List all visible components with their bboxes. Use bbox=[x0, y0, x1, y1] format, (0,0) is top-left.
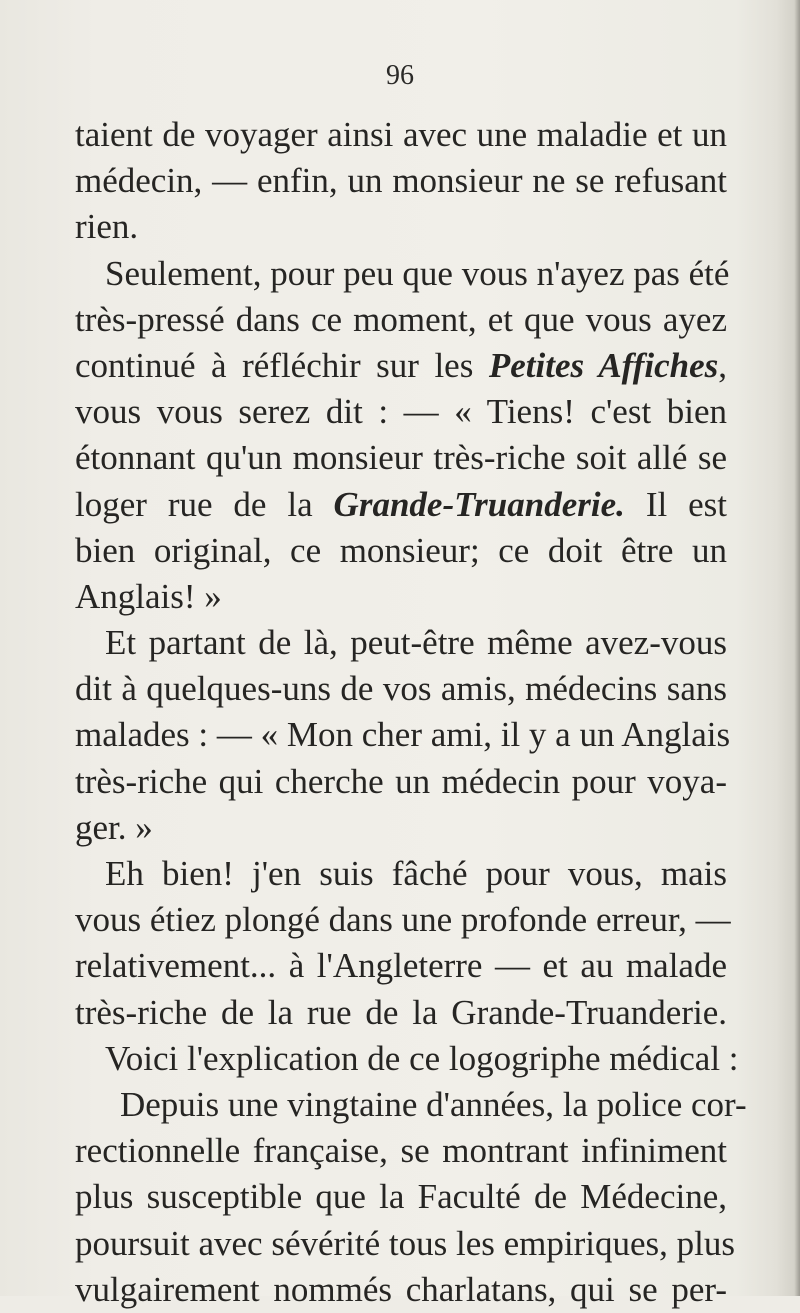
body-text bbox=[75, 112, 747, 1313]
text-line: médecin, — enfin, un monsieur ne se refusant bbox=[75, 161, 727, 201]
text-run: continué à réfléchir sur les bbox=[75, 345, 489, 385]
text-line: Eh bien! j'en suis fâché pour vous, mais bbox=[105, 854, 727, 893]
text-line: malades : — « Mon cher ami, il y a un Anglais bbox=[75, 715, 731, 755]
text-line: ger. » bbox=[75, 807, 153, 847]
page-number: 96 bbox=[386, 60, 414, 91]
text-line-mixed bbox=[75, 482, 727, 528]
text-line: Depuis une vingtaine d'années, la police cor- bbox=[120, 1084, 747, 1124]
text-line: vous étiez plongé dans une profonde erreur, — bbox=[75, 900, 731, 940]
text-line: taient de voyager ainsi avec une maladie et un bbox=[75, 115, 727, 154]
text-line: plus susceptible que la Faculté de Médecine, bbox=[75, 1177, 727, 1217]
text-line: Anglais! » bbox=[75, 576, 222, 616]
text-run: loger rue de la bbox=[75, 484, 334, 524]
text-line: poursuit avec sévérité tous les empiriques, plus bbox=[75, 1223, 735, 1263]
text-line: vulgairement nommés charlatans, qui se per- bbox=[75, 1269, 727, 1309]
text-line-mixed bbox=[75, 343, 727, 389]
text-line: très-riche de la rue de la Grande-Truanderie. bbox=[75, 992, 727, 1032]
text-line: bien original, ce monsieur; ce doit être un bbox=[75, 530, 727, 570]
text-run: Il est bbox=[624, 484, 727, 524]
text-line: rectionnelle française, se montrant infiniment bbox=[75, 1131, 727, 1171]
text-line: très-pressé dans ce moment, et que vous ayez bbox=[75, 299, 727, 339]
page-edge-shadow bbox=[794, 0, 800, 1296]
text-line: dit à quelques-uns de vos amis, médecins sans bbox=[75, 669, 727, 709]
italic-street-name: Grande-Truanderie. bbox=[333, 484, 625, 524]
text-run: , bbox=[718, 345, 727, 385]
italic-title-petites-affiches: Petites Affiches bbox=[488, 345, 719, 385]
text-line: étonnant qu'un monsieur très-riche soit allé se bbox=[75, 438, 727, 478]
text-line: Et partant de là, peut-être même avez-vous bbox=[105, 623, 727, 663]
text-line: Seulement, pour peu que vous n'ayez pas été bbox=[105, 253, 730, 293]
text-line: vous vous serez dit : — « Tiens! c'est bien bbox=[75, 392, 727, 432]
text-line: relativement... à l'Angleterre — et au malade bbox=[75, 946, 727, 986]
text-line: rien. bbox=[75, 207, 139, 247]
text-line: Voici l'explication de ce logogriphe médical : bbox=[105, 1038, 739, 1078]
text-line: très-riche qui cherche un médecin pour voya- bbox=[75, 761, 727, 801]
